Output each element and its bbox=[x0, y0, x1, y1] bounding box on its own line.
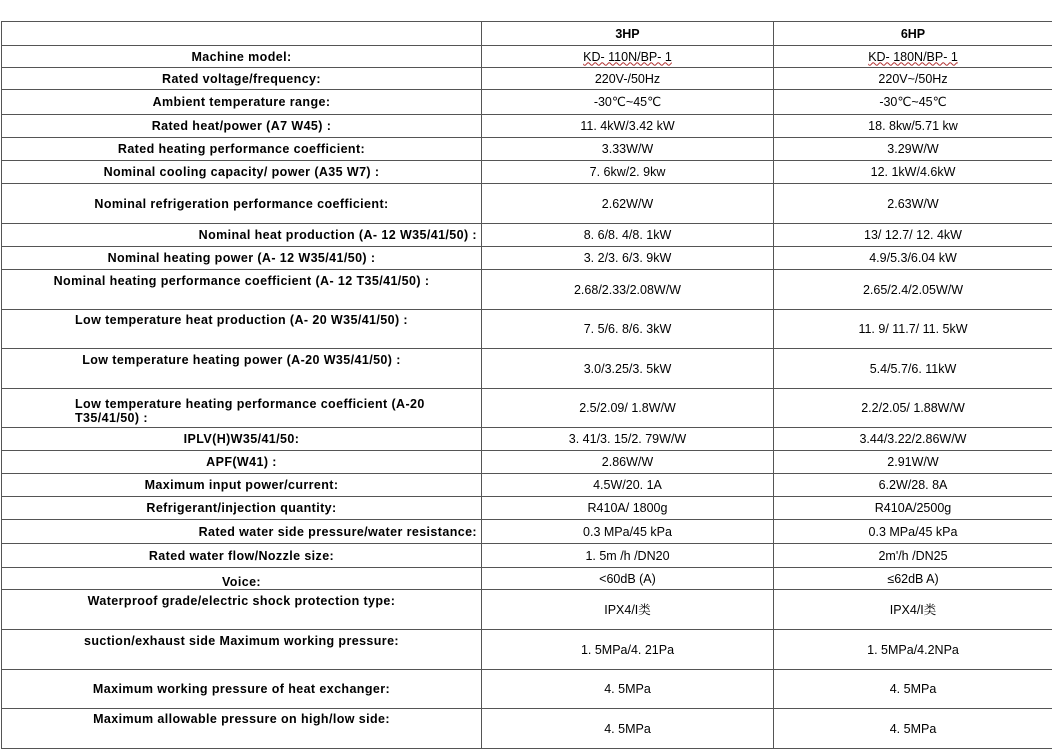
value-6hp: 18. 8kw/5.71 kw bbox=[774, 115, 1052, 138]
table-row bbox=[2, 247, 1052, 270]
row-label: Rated heating performance coefficient: bbox=[2, 138, 482, 161]
row-label: Machine model: bbox=[2, 46, 482, 68]
row-label: Waterproof grade/electric shock protection type: bbox=[2, 590, 482, 630]
row-label: APF(W41) : bbox=[2, 451, 482, 474]
table-row bbox=[2, 544, 1052, 568]
value-3hp: 1. 5m /h /DN20 bbox=[482, 544, 774, 568]
row-label: Rated water side pressure/water resistance: bbox=[2, 520, 482, 544]
value-6hp: KD- 180N/BP- 1 bbox=[868, 49, 958, 64]
table-row bbox=[2, 224, 1052, 247]
value-3hp: 3. 2/3. 6/3. 9kW bbox=[482, 247, 774, 270]
table-row bbox=[2, 46, 1052, 68]
value-6hp: 2.63W/W bbox=[774, 184, 1052, 224]
value-3hp: 2.5/2.09/ 1.8W/W bbox=[482, 389, 774, 428]
value-3hp: 2.62W/W bbox=[482, 184, 774, 224]
value-6hp: 13/ 12.7/ 12. 4kW bbox=[774, 224, 1052, 247]
row-label: Maximum input power/current: bbox=[2, 474, 482, 497]
table-row bbox=[2, 451, 1052, 474]
table-row bbox=[2, 428, 1052, 451]
row-label: Voice: bbox=[2, 568, 482, 590]
value-3hp: 7. 5/6. 8/6. 3kW bbox=[482, 310, 774, 349]
value-3hp: 4. 5MPa bbox=[482, 709, 774, 749]
row-label: Nominal heat production (A- 12 W35/41/50) : bbox=[2, 224, 482, 247]
table-row bbox=[2, 90, 1052, 115]
header-3hp: 3HP bbox=[482, 22, 774, 46]
value-3hp: 2.86W/W bbox=[482, 451, 774, 474]
table-row bbox=[2, 389, 1052, 428]
table-row bbox=[2, 138, 1052, 161]
row-label: Maximum allowable pressure on high/low side: bbox=[2, 709, 482, 749]
value-6hp: ≤62dB A) bbox=[774, 568, 1052, 590]
value-6hp: 2.91W/W bbox=[774, 451, 1052, 474]
value-6hp: 12. 1kW/4.6kW bbox=[774, 161, 1052, 184]
row-label: Nominal heating power (A- 12 W35/41/50) : bbox=[2, 247, 482, 270]
header-row bbox=[2, 22, 1052, 46]
table-row bbox=[2, 497, 1052, 520]
table-row bbox=[2, 474, 1052, 497]
row-label: Low temperature heating performance coefficient (A-20 T35/41/50) : bbox=[2, 389, 482, 428]
value-3hp: 3. 41/3. 15/2. 79W/W bbox=[482, 428, 774, 451]
table-row bbox=[2, 68, 1052, 90]
value-3hp: <60dB (A) bbox=[482, 568, 774, 590]
header-blank bbox=[2, 22, 482, 46]
row-label: Low temperature heating power (A-20 W35/41/50) : bbox=[2, 349, 482, 389]
value-6hp: 2.2/2.05/ 1.88W/W bbox=[774, 389, 1052, 428]
table-row bbox=[2, 630, 1052, 670]
table-row bbox=[2, 270, 1052, 310]
row-label: Maximum working pressure of heat exchanger: bbox=[2, 670, 482, 709]
value-6hp: 6.2W/28. 8A bbox=[774, 474, 1052, 497]
value-3hp: 4.5W/20. 1A bbox=[482, 474, 774, 497]
value-3hp: 3.0/3.25/3. 5kW bbox=[482, 349, 774, 389]
value-6hp: 2.65/2.4/2.05W/W bbox=[774, 270, 1052, 310]
value-3hp: 0.3 MPa/45 kPa bbox=[482, 520, 774, 544]
value-6hp: 220V~/50Hz bbox=[774, 68, 1052, 90]
table-row bbox=[2, 349, 1052, 389]
table-row bbox=[2, 184, 1052, 224]
value-6hp: -30℃~45℃ bbox=[774, 90, 1052, 115]
value-6hp: 1. 5MPa/4.2NPa bbox=[774, 630, 1052, 670]
value-3hp: R410A/ 1800g bbox=[482, 497, 774, 520]
value-6hp: 3.29W/W bbox=[774, 138, 1052, 161]
value-6hp: 4.9/5.3/6.04 kW bbox=[774, 247, 1052, 270]
table-row bbox=[2, 709, 1052, 749]
table-row bbox=[2, 590, 1052, 630]
value-3hp: 1. 5MPa/4. 21Pa bbox=[482, 630, 774, 670]
value-6hp: 0.3 MPa/45 kPa bbox=[774, 520, 1052, 544]
table-row bbox=[2, 115, 1052, 138]
row-label: IPLV(H)W35/41/50: bbox=[2, 428, 482, 451]
value-3hp: 2.68/2.33/2.08W/W bbox=[482, 270, 774, 310]
value-6hp: 11. 9/ 11.7/ 11. 5kW bbox=[774, 310, 1052, 349]
table-row bbox=[2, 670, 1052, 709]
table-row bbox=[2, 520, 1052, 544]
value-3hp: 8. 6/8. 4/8. 1kW bbox=[482, 224, 774, 247]
value-6hp: 3.44/3.22/2.86W/W bbox=[774, 428, 1052, 451]
row-label: Low temperature heat production (A- 20 W35/41/50) : bbox=[2, 310, 482, 349]
header-6hp: 6HP bbox=[774, 22, 1052, 46]
table-row bbox=[2, 310, 1052, 349]
table-row bbox=[2, 161, 1052, 184]
value-6hp: 5.4/5.7/6. 11kW bbox=[774, 349, 1052, 389]
value-3hp: 7. 6kw/2. 9kw bbox=[482, 161, 774, 184]
value-3hp: IPX4/I类 bbox=[482, 590, 774, 630]
value-3hp: 3.33W/W bbox=[482, 138, 774, 161]
row-label: suction/exhaust side Maximum working pressure: bbox=[2, 630, 482, 670]
row-label: Nominal heating performance coefficient (A- 12 T35/41/50) : bbox=[2, 270, 482, 310]
value-3hp: 11. 4kW/3.42 kW bbox=[482, 115, 774, 138]
row-label: Nominal refrigeration performance coefficient: bbox=[2, 184, 482, 224]
value-6hp: 2m'/h /DN25 bbox=[774, 544, 1052, 568]
value-3hp: 4. 5MPa bbox=[482, 670, 774, 709]
value-6hp: IPX4/I类 bbox=[774, 590, 1052, 630]
table-row bbox=[2, 568, 1052, 590]
value-6hp: 4. 5MPa bbox=[774, 709, 1052, 749]
value-3hp: KD- 110N/BP- 1 bbox=[583, 49, 672, 64]
row-label: Rated voltage/frequency: bbox=[2, 68, 482, 90]
row-label: Rated water flow/Nozzle size: bbox=[2, 544, 482, 568]
row-label: Ambient temperature range: bbox=[2, 90, 482, 115]
value-3hp: 220V-/50Hz bbox=[482, 68, 774, 90]
value-6hp: 4. 5MPa bbox=[774, 670, 1052, 709]
value-3hp: -30℃~45℃ bbox=[482, 90, 774, 115]
row-label: Nominal cooling capacity/ power (A35 W7) : bbox=[2, 161, 482, 184]
value-6hp: R410A/2500g bbox=[774, 497, 1052, 520]
spec-table bbox=[1, 21, 1052, 749]
row-label: Refrigerant/injection quantity: bbox=[2, 497, 482, 520]
row-label: Rated heat/power (A7 W45) : bbox=[2, 115, 482, 138]
